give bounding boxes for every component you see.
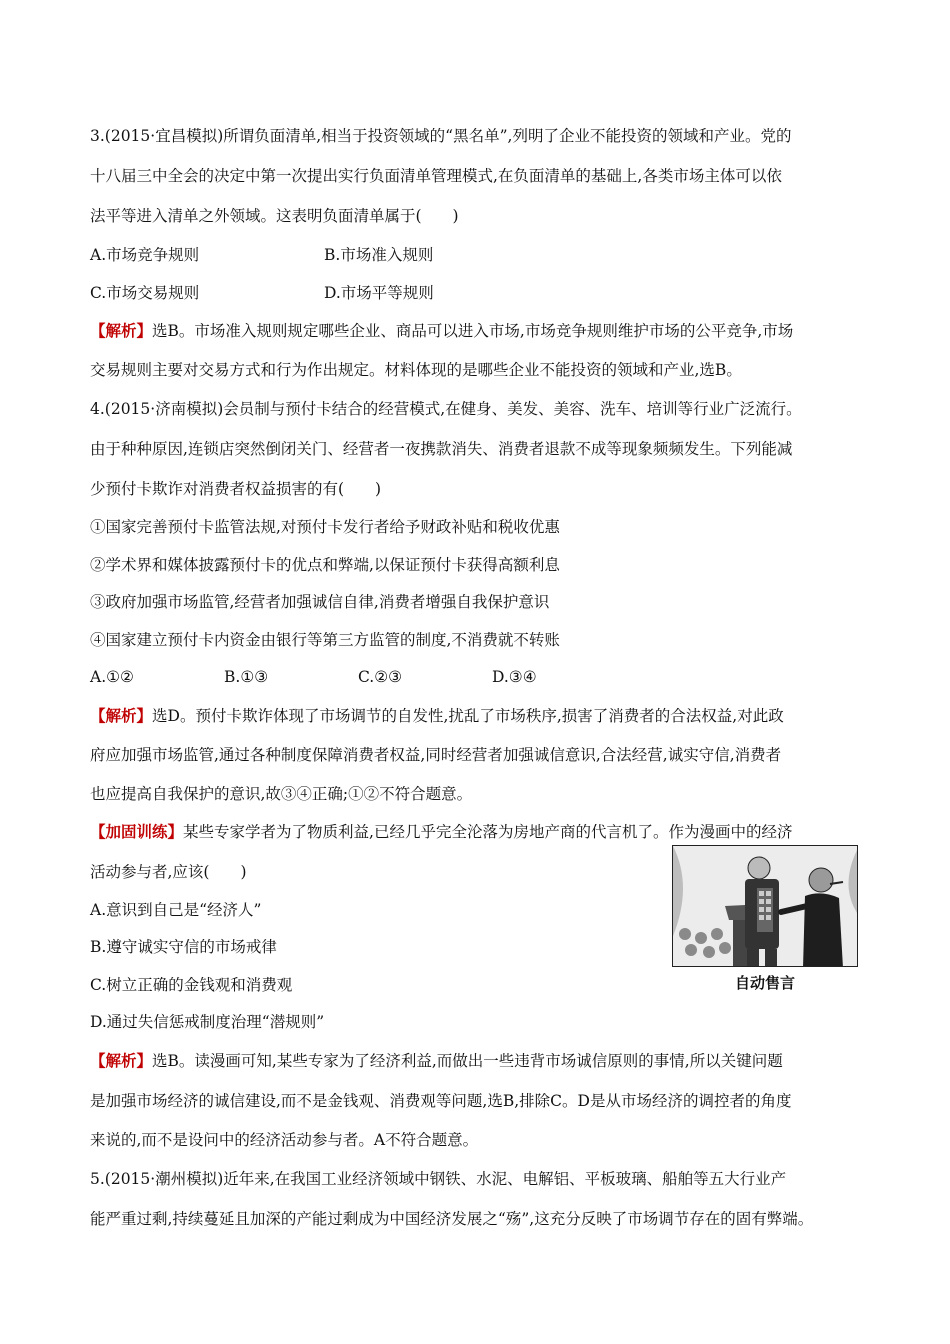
- analysis-tag: 【解析】: [90, 706, 153, 725]
- q4-analysis-line-3: 也应提高自我保护的意识,故③④正确;①②不符合题意。: [90, 785, 473, 803]
- q4-item-2: ②学术界和媒体披露预付卡的优点和弊端,以保证预付卡获得高额利息: [90, 556, 560, 574]
- extra-tag: 【加固训练】: [90, 822, 184, 841]
- q4-option-b: B.①③: [224, 668, 269, 686]
- q3-option-d: D.市场平等规则: [324, 284, 434, 302]
- q4-stem-line-1: 4.(2015·济南模拟)会员制与预付卡结合的经营模式,在健身、美发、美容、洗车、培训等行业广泛流行。: [90, 400, 802, 418]
- extra-option-b: B.遵守诚实守信的市场戒律: [90, 938, 277, 956]
- extra-stem-text-1: 某些专家学者为了物质利益,已经几乎完全沦落为房地产商的代言机了。作为漫画中的经济: [183, 823, 793, 841]
- cartoon-caption: 自动售言: [734, 974, 795, 992]
- q4-item-4: ④国家建立预付卡内资金由银行等第三方监管的制度,不消费就不转账: [90, 631, 560, 649]
- q3-option-a: A.市场竞争规则: [90, 246, 200, 264]
- q4-option-a: A.①②: [90, 668, 134, 686]
- q3-analysis-line-2: 交易规则主要对交易方式和行为作出规定。材料体现的是哪些企业不能投资的领域和产业,选B。: [90, 361, 742, 379]
- extra-option-a: A.意识到自己是“经济人”: [90, 901, 262, 919]
- extra-stem-line-1: [90, 822, 792, 842]
- q4-stem-line-3: 少预付卡欺诈对消费者权益损害的有( ): [90, 480, 382, 498]
- q3-option-b: B.市场准入规则: [324, 246, 434, 264]
- extra-analysis-line-3: 来说的,而不是设问中的经济活动参与者。A不符合题意。: [90, 1131, 479, 1149]
- q4-analysis-line-2: 府应加强市场监管,通过各种制度保障消费者权益,同时经营者加强诚信意识,合法经营,诚实守信,消费者: [90, 746, 782, 764]
- extra-analysis-text-1: 选B。读漫画可知,某些专家为了经济利益,而做出一些违背市场诚信原则的事情,所以关键问题: [152, 1052, 783, 1070]
- q4-analysis-line-1: [90, 706, 784, 726]
- cartoon-drawing: [673, 846, 858, 967]
- q3-option-c: C.市场交易规则: [90, 284, 200, 302]
- q3-analysis-line-1: [90, 321, 793, 341]
- extra-analysis-line-2: 是加强市场经济的诚信建设,而不是金钱观、消费观等问题,选B,排除C。D是从市场经济的调控者的角度: [90, 1092, 792, 1110]
- q4-stem-line-2: 由于种种原因,连锁店突然倒闭关门、经营者一夜携款消失、消费者退款不成等现象频频发生。下列能减: [90, 440, 793, 458]
- q3-stem-line-2: 十八届三中全会的决定中第一次提出实行负面清单管理模式,在负面清单的基础上,各类市场主体可以依: [90, 167, 782, 185]
- extra-stem-line-2: 活动参与者,应该( ): [90, 863, 247, 881]
- q5-stem-line-1: 5.(2015·潮州模拟)近年来,在我国工业经济领域中钢铁、水泥、电解铝、平板玻璃、船舶等五大行业产: [90, 1170, 787, 1188]
- analysis-tag: 【解析】: [90, 321, 153, 340]
- q3-analysis-text-1: 选B。市场准入规则规定哪些企业、商品可以进入市场,市场竞争规则维护市场的公平竞争,市场: [152, 322, 794, 340]
- cartoon-image: [672, 845, 858, 967]
- q3-stem-line-3: 法平等进入清单之外领域。这表明负面清单属于( ): [90, 207, 459, 225]
- extra-option-d: D.通过失信惩戒制度治理“潜规则”: [90, 1013, 325, 1031]
- q4-analysis-text-1: 选D。预付卡欺诈体现了市场调节的自发性,扰乱了市场秩序,损害了消费者的合法权益,对此政: [152, 707, 784, 725]
- extra-option-c: C.树立正确的金钱观和消费观: [90, 976, 293, 994]
- q5-stem-line-2: 能严重过剩,持续蔓延且加深的产能过剩成为中国经济发展之“殇”,这充分反映了市场调节存在的固有弊端。: [90, 1210, 814, 1228]
- extra-analysis-line-1: [90, 1051, 783, 1071]
- q4-option-d: D.③④: [492, 668, 537, 686]
- q4-option-c: C.②③: [358, 668, 403, 686]
- q4-item-1: ①国家完善预付卡监管法规,对预付卡发行者给予财政补贴和税收优惠: [90, 518, 560, 536]
- q3-stem-line-1: 3.(2015·宜昌模拟)所谓负面清单,相当于投资领域的“黑名单”,列明了企业不能投资的领域和产业。党的: [90, 127, 792, 145]
- q4-item-3: ③政府加强市场监管,经营者加强诚信自律,消费者增强自我保护意识: [90, 593, 550, 611]
- analysis-tag: 【解析】: [90, 1051, 153, 1070]
